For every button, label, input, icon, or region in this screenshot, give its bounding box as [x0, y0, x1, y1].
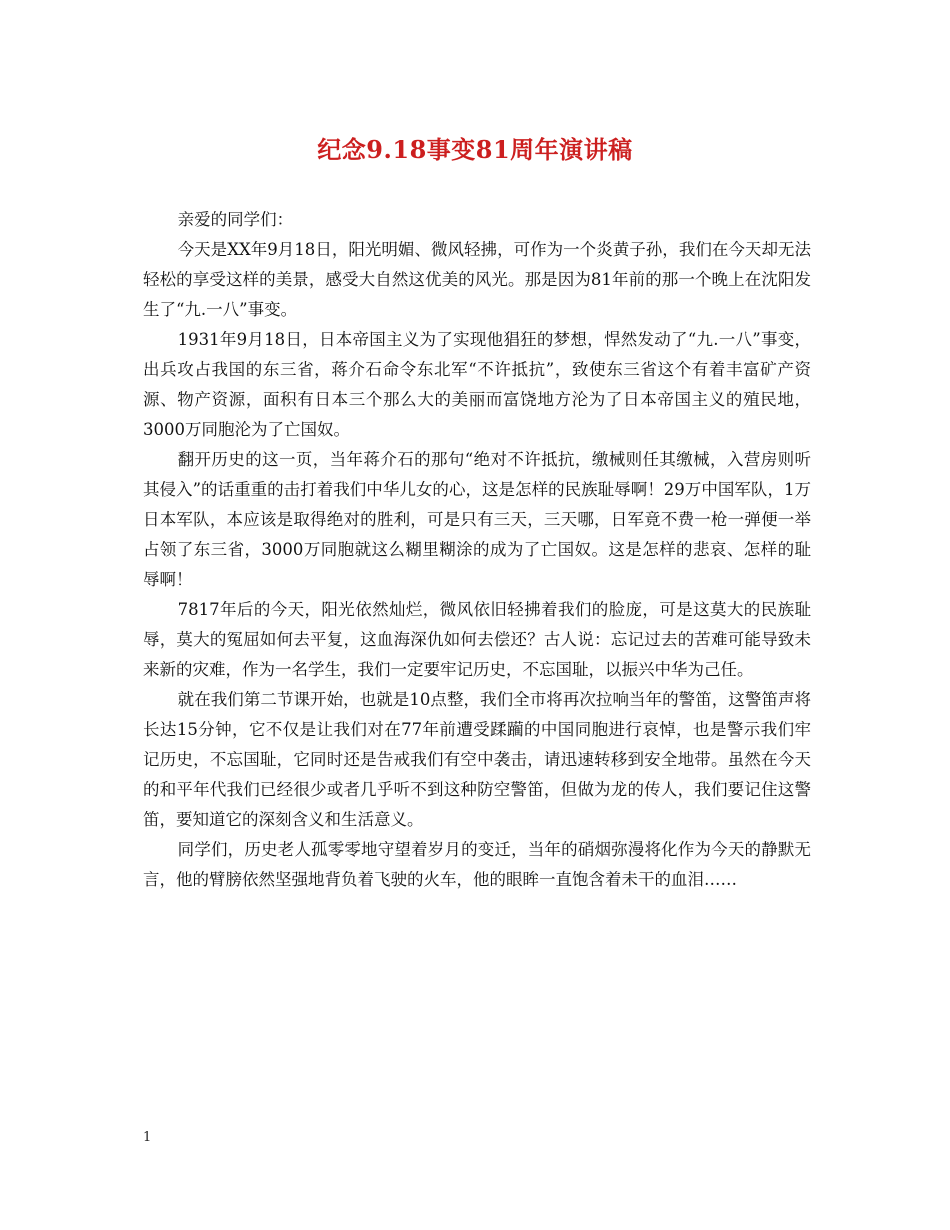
document-body [143, 205, 811, 895]
page-number: 1 [143, 1130, 152, 1145]
paragraph-2: 1931年9月18日，日本帝国主义为了实现他猖狂的梦想，悍然发动了“九.一八”事变，出兵攻占我国的东三省，蒋介石命令东北军“不许抵抗”，致使东三省这个有着丰富矿产资源、物产资源，面积有日本三个那么大的美丽而富饶地方沦为了日本帝国主义的殖民地，3000万同胞沦为了亡国奴。 [143, 330, 811, 439]
paragraph-4: 7817年后的今天，阳光依然灿烂，微风依旧轻拂着我们的脸庞，可是这莫大的民族耻辱，莫大的冤屈如何去平复，这血海深仇如何去偿还？古人说：忘记过去的苦难可能导致未来新的灾难，作为一名学生，我们一定要牢记历史，不忘国耻，以振兴中华为己任。 [143, 600, 811, 679]
paragraph-1: 今天是XX年9月18日，阳光明媚、微风轻拂，可作为一个炎黄子孙，我们在今天却无法轻松的享受这样的美景，感受大自然这优美的风光。那是因为81年前的那一个晚上在沈阳发生了“九.一八”事变。 [143, 240, 811, 319]
greeting: 亲爱的同学们： [177, 210, 294, 229]
document-title: 纪念9.18事变81周年演讲稿 [317, 135, 633, 164]
paragraph-5: 就在我们第二节课开始，也就是10点整，我们全市将再次拉响当年的警笛，这警笛声将长达15分钟，它不仅是让我们对在77年前遭受蹂躏的中国同胞进行哀悼，也是警示我们牢记历史，不忘国耻，它同时还是告戒我们有空中袭击，请迅速转移到安全地带。虽然在今天的和平年代我们已经很少或者几乎听不到这种防空警笛，但做为龙的传人，我们要记住这警笛，要知道它的深刻含义和生活意义。 [143, 690, 811, 829]
paragraph-3: 翻开历史的这一页，当年蒋介石的那句“绝对不许抵抗，缴械则任其缴械，入营房则听其侵入”的话重重的击打着我们中华儿女的心，这是怎样的民族耻辱啊！29万中国军队，1万日本军队，本应该是取得绝对的胜利，可是只有三天，三天哪，日军竟不费一枪一弹便一举占领了东三省，3000万同胞就这么糊里糊涂的成为了亡国奴。这是怎样的悲哀、怎样的耻辱啊！ [143, 450, 811, 589]
paragraph-6: 同学们，历史老人孤零零地守望着岁月的变迁，当年的硝烟弥漫将化作为今天的静默无言，他的臂膀依然坚强地背负着飞驶的火车，他的眼眸一直饱含着未干的血泪…… [143, 840, 811, 889]
